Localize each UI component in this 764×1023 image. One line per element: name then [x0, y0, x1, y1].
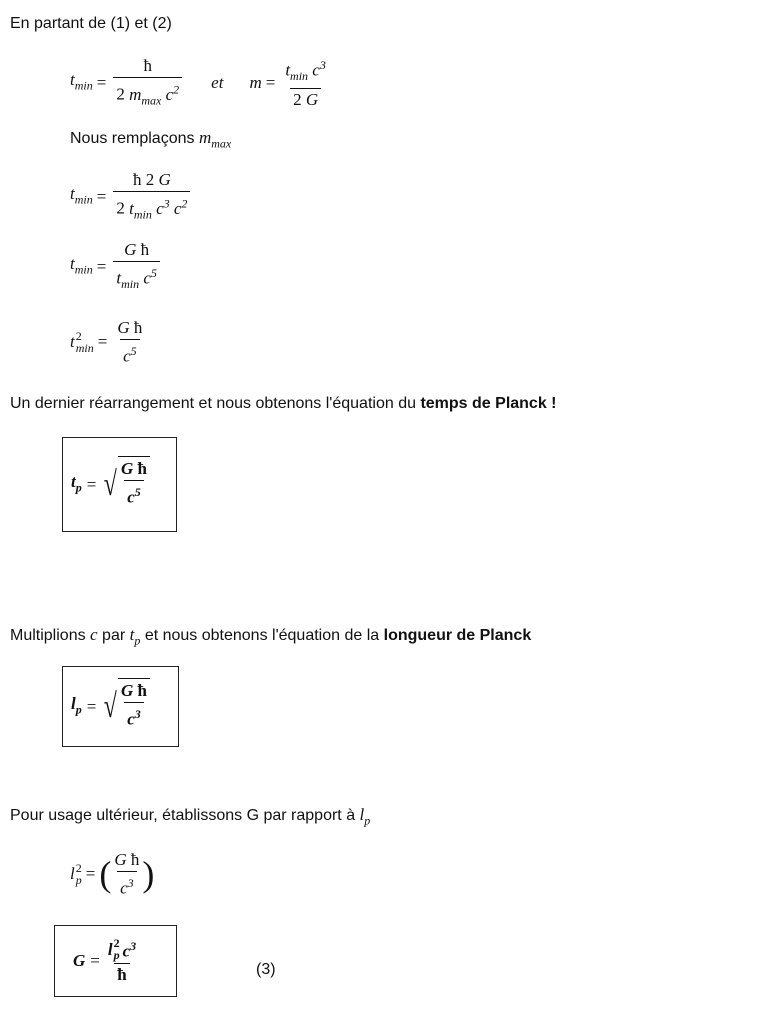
future-use-text: Pour usage ultérieur, établissons G par rapport à $l_p$	[10, 805, 371, 828]
replace-text: Nous remplaçons $m_{max}$	[70, 128, 232, 151]
equation-substitution: $t_{min}$ = $\frac{ħ 2 G}{2 t_{min} c^3 c^2}$	[70, 170, 193, 224]
equation-number: (3)	[256, 961, 276, 978]
gravity-constant-box: G = l 2 p $c^3$ ħ	[54, 925, 177, 997]
multiply-text: Multiplions c par $t_p$ et nous obtenons l'équation de la longueur de Planck	[10, 625, 532, 648]
equation-simplified: $t_{min}$ = $\frac{\text{G ħ}}{t_{min} c^5}$	[70, 240, 163, 294]
equation-lp-squared: l 2 p = ( $\frac{\text{G ħ}}{c^3}$ )	[70, 850, 155, 898]
equation-squared: t 2 min = $\frac{\text{G ħ}}{c^5}$	[70, 318, 143, 366]
planck-length-box: $l_p$ = √ $\frac{\text{G ħ}}{c^3}$	[62, 666, 179, 747]
planck-time-box: $t_p$ = √ $\frac{\text{G ħ}}{c^5}$	[62, 437, 177, 532]
equation-tmin-definition: $t_{min}$ = $\frac{ħ}{2 m_{max} c^2}$ et m = $\frac{t_{min} c^3}{2 G}$	[70, 56, 326, 110]
planck-time-text: Un dernier réarrangement et nous obtenons l'équation du temps de Planck !	[10, 395, 557, 412]
intro-text: En partant de (1) et (2)	[10, 15, 172, 32]
